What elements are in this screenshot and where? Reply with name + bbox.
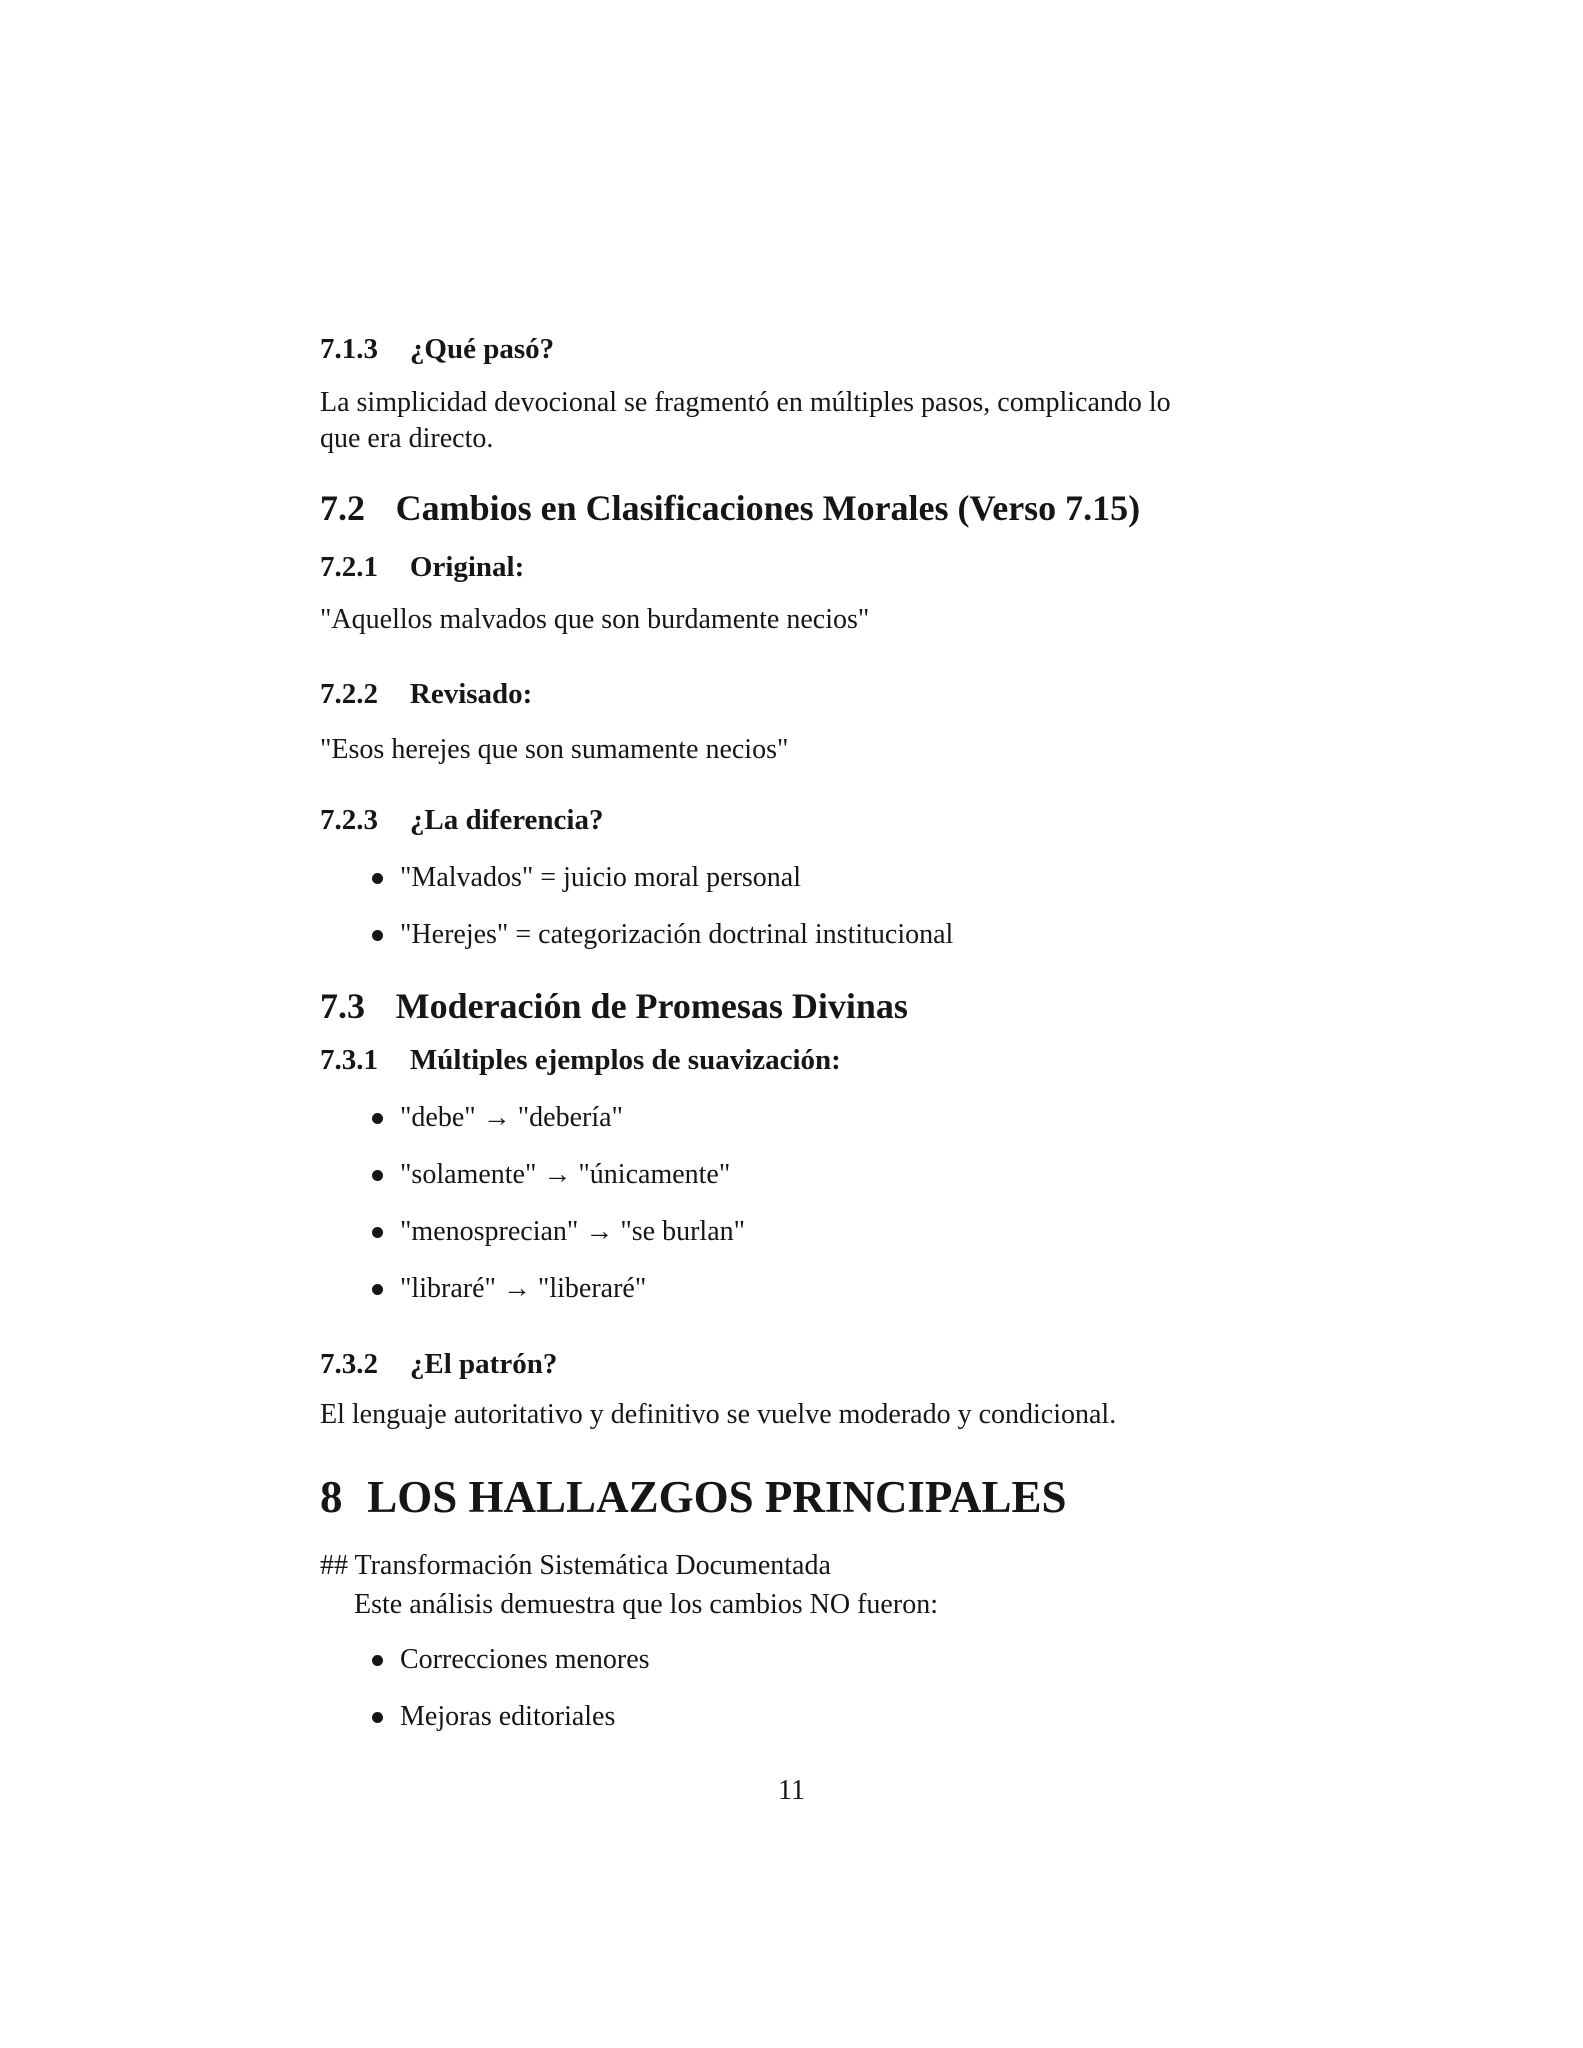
paragraph-line: "Aquellos malvados que son burdamente necios" — [320, 604, 870, 635]
heading-title: Revisado: — [409, 678, 533, 710]
heading-number: 8 — [320, 1472, 343, 1522]
heading-number: 7.1.3 — [320, 333, 378, 365]
heading-title: ¿La diferencia? — [409, 804, 604, 836]
list-item-text: "debe" → "debería" — [400, 1102, 623, 1133]
list-item — [400, 1100, 1340, 1136]
paragraph — [320, 385, 1260, 457]
paragraph-line: La simplicidad devocional se fragmentó en múltiples pasos, complicando lo — [320, 387, 1171, 418]
paragraph — [320, 1397, 1260, 1433]
paragraph — [320, 1587, 1260, 1623]
heading-title: LOS HALLAZGOS PRINCIPALES — [367, 1472, 1067, 1522]
list-item-text: Mejoras editoriales — [400, 1701, 616, 1732]
list-item-text: "solamente" → "únicamente" — [400, 1159, 731, 1190]
heading-number: 7.3.1 — [320, 1044, 378, 1076]
list-item-text: "libraré" → "liberaré" — [400, 1273, 647, 1304]
subsubsection-heading-722 — [320, 677, 1260, 712]
bullet-icon — [372, 1227, 383, 1238]
list-item — [400, 1214, 1340, 1250]
subsection-heading-73 — [320, 985, 1260, 1028]
list-item-text: Correcciones menores — [400, 1644, 650, 1675]
page-number: 11 — [778, 1775, 805, 1806]
bullet-icon — [372, 1113, 383, 1124]
bullet-icon — [372, 873, 383, 884]
paragraph-line: "Esos herejes que son sumamente necios" — [320, 734, 789, 765]
heading-number: 7.3.2 — [320, 1348, 378, 1380]
heading-number: 7.2.1 — [320, 551, 378, 583]
list-item — [400, 1157, 1340, 1193]
list-item — [400, 1642, 1340, 1678]
heading-number: 7.2.3 — [320, 804, 378, 836]
heading-title: Original: — [409, 551, 525, 583]
list-item — [400, 1699, 1340, 1735]
subsubsection-heading-731 — [320, 1043, 1260, 1078]
heading-title: Múltiples ejemplos de suavización: — [409, 1044, 841, 1076]
bullet-icon — [372, 1284, 383, 1295]
subsubsection-heading-713 — [320, 332, 1260, 367]
bullet-icon — [372, 930, 383, 941]
list-item-text: "menosprecian" → "se burlan" — [400, 1216, 746, 1247]
paragraph — [320, 602, 1260, 638]
section-heading-8 — [320, 1470, 1260, 1524]
list-item-text: "Herejes" = categorización doctrinal institucional — [400, 919, 954, 950]
heading-title: ¿El patrón? — [409, 1348, 558, 1380]
bullet-list — [320, 1642, 1340, 1756]
bullet-list — [320, 1100, 1340, 1328]
subsubsection-heading-721 — [320, 550, 1260, 585]
heading-number: 7.2 — [320, 488, 365, 528]
bullet-icon — [372, 1712, 383, 1723]
list-item — [400, 917, 1340, 953]
paragraph-line: que era directo. — [320, 423, 494, 454]
heading-title: ¿Qué pasó? — [409, 333, 555, 365]
bullet-icon — [372, 1170, 383, 1181]
heading-title: Moderación de Promesas Divinas — [395, 986, 908, 1026]
paragraph-line: El lenguaje autoritativo y definitivo se vuelve moderado y condicional. — [320, 1399, 1117, 1430]
bullet-list — [320, 860, 1340, 974]
subsubsection-heading-723 — [320, 803, 1260, 838]
bullet-icon — [372, 1655, 383, 1666]
paragraph — [320, 1548, 1260, 1584]
heading-number: 7.3 — [320, 986, 365, 1026]
heading-number: 7.2.2 — [320, 678, 378, 710]
paragraph — [320, 732, 1260, 768]
subsection-heading-72 — [320, 487, 1260, 530]
heading-title: Cambios en Clasificaciones Morales (Verso 7.15) — [395, 488, 1141, 528]
list-item-text: "Malvados" = juicio moral personal — [400, 862, 802, 893]
subsubsection-heading-732 — [320, 1347, 1260, 1382]
paragraph-line: ## Transformación Sistemática Documentada — [320, 1550, 831, 1581]
paragraph-line: Este análisis demuestra que los cambios NO fueron: — [354, 1589, 938, 1620]
list-item — [400, 1271, 1340, 1307]
list-item — [400, 860, 1340, 896]
